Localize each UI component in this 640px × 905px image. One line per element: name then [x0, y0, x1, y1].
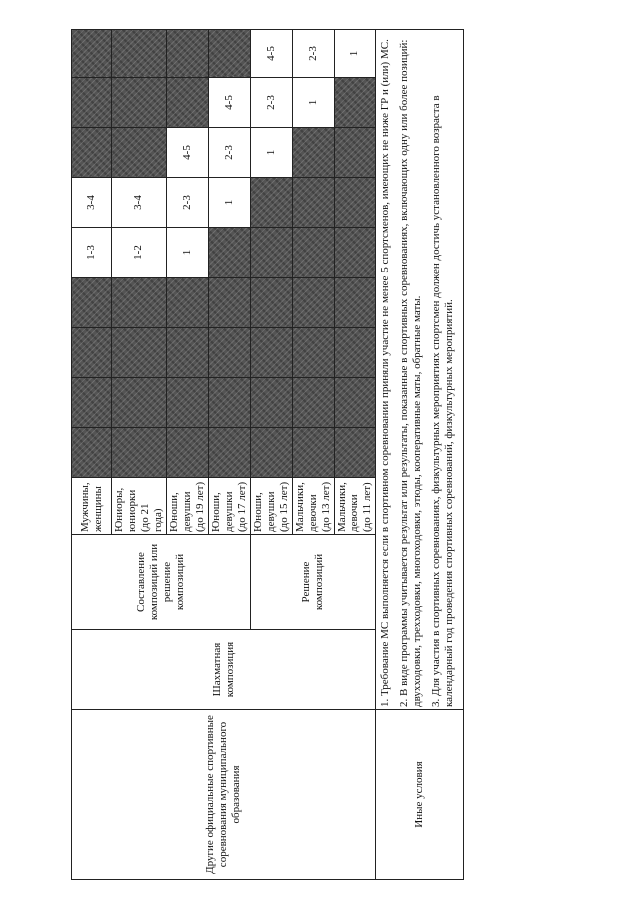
shaded-cell [72, 328, 112, 378]
value-cell: 1 [208, 178, 250, 228]
shaded-cell [250, 428, 292, 478]
category-cell: Другие официальные спортивные соревнования муниципального образования [72, 710, 376, 880]
age-group-cell: Юниоры, юниорки (до 21 года) [112, 478, 167, 535]
value-cell: 2-3 [208, 128, 250, 178]
shaded-cell [208, 378, 250, 428]
shaded-cell [112, 378, 167, 428]
shaded-cell [292, 428, 334, 478]
shaded-cell [208, 228, 250, 278]
shaded-cell [72, 78, 112, 128]
shaded-cell [166, 278, 208, 328]
program-cell: Решение композиций [250, 535, 376, 630]
shaded-cell [250, 178, 292, 228]
other-conditions-label: Иные условия [376, 710, 464, 880]
value-cell: 2-3 [250, 78, 292, 128]
shaded-cell [72, 378, 112, 428]
shaded-cell [250, 328, 292, 378]
shaded-cell [166, 30, 208, 78]
shaded-cell [292, 178, 334, 228]
shaded-cell [166, 378, 208, 428]
age-group-cell: Мальчики, девочки (до 13 лет) [292, 478, 334, 535]
shaded-cell [112, 30, 167, 78]
shaded-cell [334, 128, 376, 178]
value-cell: 3-4 [72, 178, 112, 228]
notes-cell [376, 30, 464, 710]
shaded-cell [112, 128, 167, 178]
shaded-cell [334, 278, 376, 328]
value-cell: 1-2 [112, 228, 167, 278]
value-cell: 1 [250, 128, 292, 178]
shaded-cell [334, 378, 376, 428]
shaded-cell [208, 30, 250, 78]
shaded-cell [334, 178, 376, 228]
note-text: 2. В виде программы учитывается результат или результаты, показанные в спортивных соревнованиях, включающих одну или более позиций: двухходовки, трехходовки, многоходовки, этюды, кооперативные маты, обратные маты. [398, 39, 424, 707]
shaded-cell [72, 30, 112, 78]
value-cell: 4-5 [166, 128, 208, 178]
shaded-cell [112, 328, 167, 378]
value-cell: 3-4 [112, 178, 167, 228]
shaded-cell [334, 428, 376, 478]
shaded-cell [250, 278, 292, 328]
shaded-cell [166, 78, 208, 128]
shaded-cell [292, 128, 334, 178]
shaded-cell [166, 328, 208, 378]
shaded-cell [292, 328, 334, 378]
shaded-cell [72, 128, 112, 178]
shaded-cell [72, 278, 112, 328]
value-cell: 1 [292, 78, 334, 128]
age-group-cell: Юноши, девушки (до 17 лет) [208, 478, 250, 535]
shaded-cell [72, 428, 112, 478]
shaded-cell [334, 78, 376, 128]
value-cell: 2-3 [292, 30, 334, 78]
program-cell: Составление композиций или решение композиций [72, 535, 251, 630]
shaded-cell [166, 428, 208, 478]
shaded-cell [334, 228, 376, 278]
shaded-cell [292, 278, 334, 328]
shaded-cell [112, 278, 167, 328]
table-row [72, 30, 112, 880]
value-cell: 4-5 [250, 30, 292, 78]
shaded-cell [250, 378, 292, 428]
value-cell: 4-5 [208, 78, 250, 128]
shaded-cell [334, 328, 376, 378]
discipline-cell: Шахматная композиция [72, 630, 376, 710]
age-group-cell: Юноши, девушки (до 15 лет) [250, 478, 292, 535]
shaded-cell [208, 328, 250, 378]
age-group-cell: Мальчики, девочки (до 11 лет) [334, 478, 376, 535]
value-cell: 1 [166, 228, 208, 278]
shaded-cell [292, 378, 334, 428]
age-group-cell: Юноши, девушки (до 19 лет) [166, 478, 208, 535]
value-cell: 1-3 [72, 228, 112, 278]
shaded-cell [112, 428, 167, 478]
shaded-cell [208, 278, 250, 328]
age-group-cell: Мужчины, женщины [72, 478, 112, 535]
note-text: 3. Для участия в спортивных соревнованиях, физкультурных мероприятиях спортсмен должен достичь установленного возраста в календарный год проведения спортивных соревнований, физкультурных мероприятий. [430, 95, 456, 707]
shaded-cell [250, 228, 292, 278]
shaded-cell [112, 78, 167, 128]
shaded-cell [292, 228, 334, 278]
value-cell: 2-3 [166, 178, 208, 228]
qualification-table [71, 29, 464, 880]
note-text: 1. Требование МС выполняется если в спортивном соревновании приняли участие не менее 5 спортсменов, имеющих не ниже ГР и (или) МС. [379, 39, 392, 707]
value-cell: 1 [334, 30, 376, 78]
table-row [376, 30, 464, 880]
shaded-cell [208, 428, 250, 478]
rotated-table-wrapper [71, 30, 456, 880]
